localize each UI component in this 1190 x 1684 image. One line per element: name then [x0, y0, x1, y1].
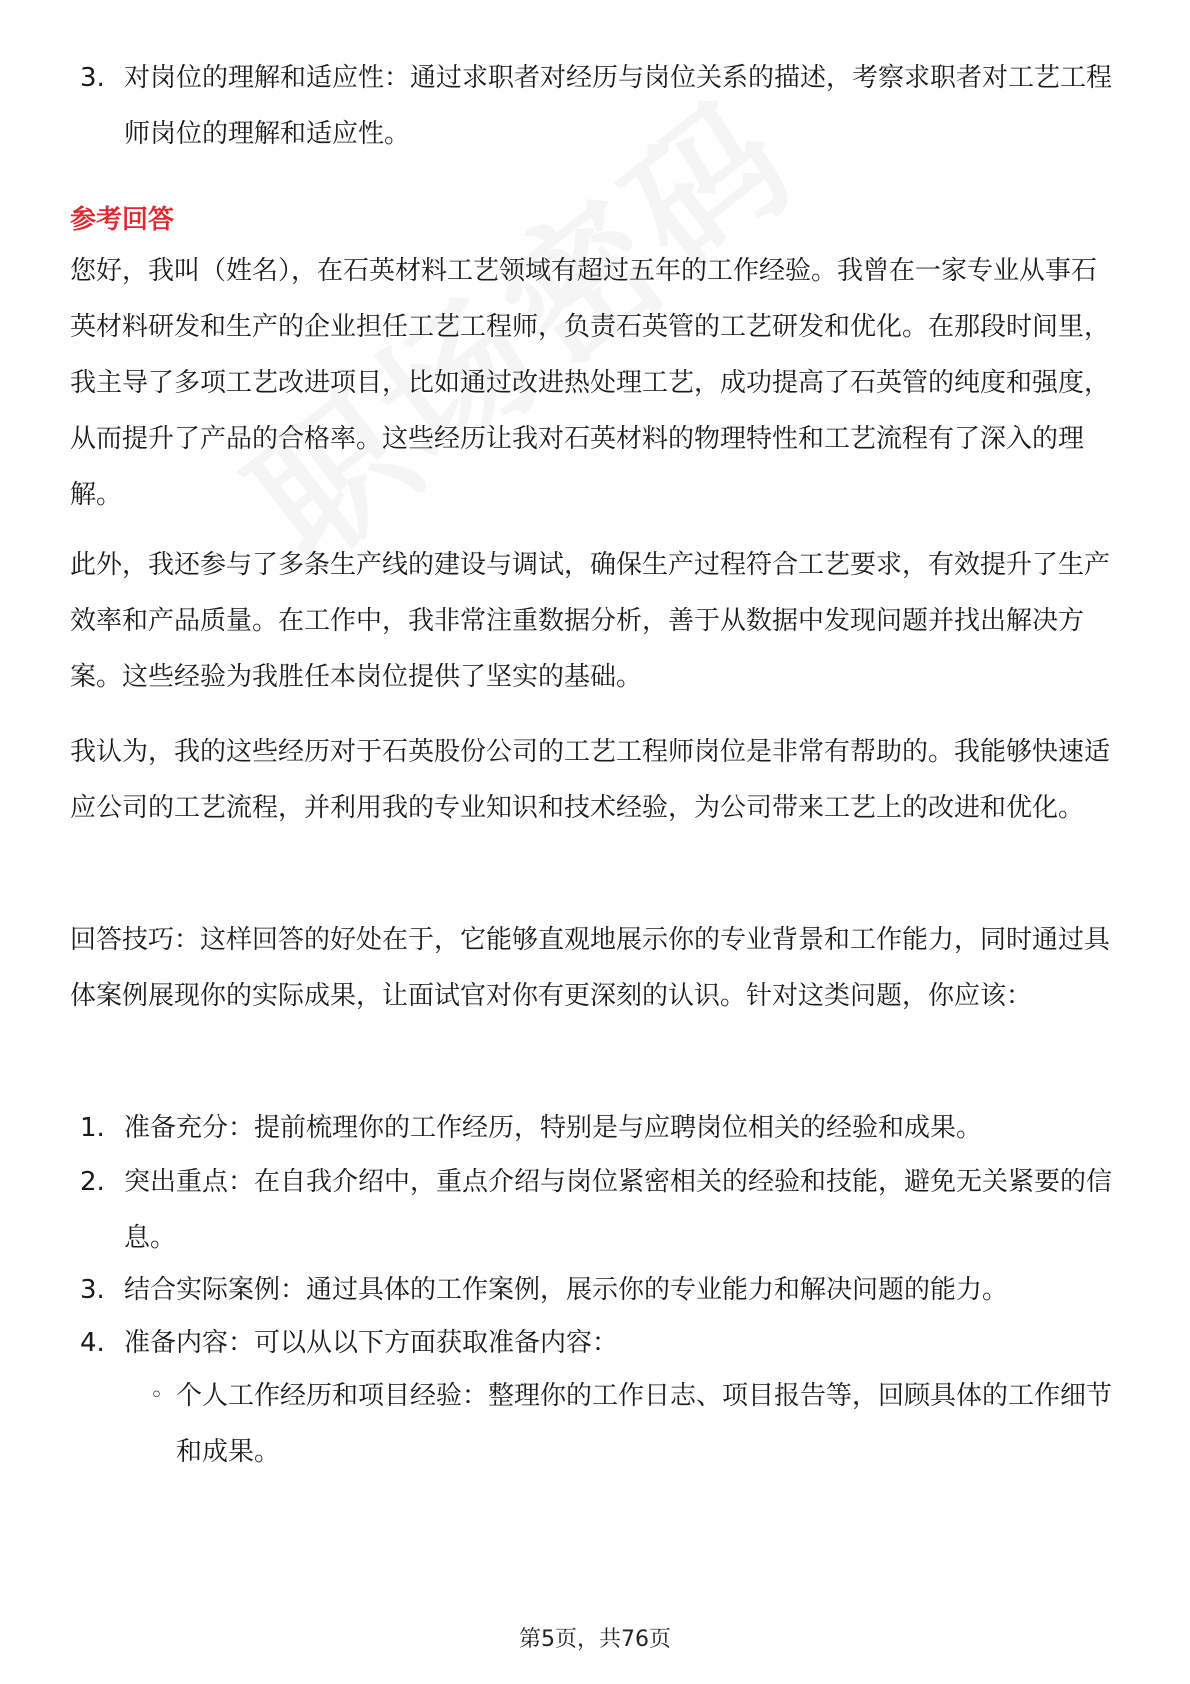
paragraph: 我认为，我的这些经历对于石英股份公司的工艺工程师岗位是非常有帮助的。我能够快速适应公司的工艺流程，并利用我的专业知识和技术经验，为公司带来工艺上的改进和优化。 [70, 737, 1111, 823]
section-heading: 参考回答 [70, 205, 175, 235]
paragraph: 您好，我叫（姓名），在石英材料工艺领域有超过五年的工作经验。我曾在一家专业从事石英材料研发和生产的企业担任工艺工程师，负责石英管的工艺研发和优化。在那段时间里，我主导了多项工艺改进项目，比如通过改进热处理工艺，成功提高了石英管的纯度和强度，从而提升了产品的合格率。这些经历让我对石英材料的物理特性和工艺流程有了深入的理解。 [70, 256, 1111, 510]
list-number: 3. [80, 1275, 105, 1305]
list-number: 2. [80, 1167, 105, 1197]
list-number: 1. [80, 1113, 105, 1143]
sub-bullet-icon: ◦ [150, 1383, 163, 1408]
list-item-text: 突出重点：在自我介绍中，重点介绍与岗位紧密相关的经验和技能，避免无关紧要的信息。 [124, 1167, 1113, 1253]
list-item-text: 结合实际案例：通过具体的工作案例，展示你的专业能力和解决问题的能力。 [124, 1275, 1009, 1305]
paragraph: 回答技巧：这样回答的好处在于，它能够直观地展示你的专业背景和工作能力，同时通过具体案例展现你的实际成果，让面试官对你有更深刻的认识。针对这类问题，你应该： [70, 925, 1111, 1011]
sub-list-item-text: 个人工作经历和项目经验：整理你的工作日志、项目报告等，回顾具体的工作细节和成果。 [176, 1381, 1113, 1467]
page-number: 第5页，共76页 [519, 1627, 671, 1652]
list-item-text: 准备充分：提前梳理你的工作经历，特别是与应聘岗位相关的经验和成果。 [124, 1113, 983, 1143]
list-item-text: 对岗位的理解和适应性：通过求职者对经历与岗位关系的描述，考察求职者对工艺工程师岗位的理解和适应性。 [124, 63, 1113, 149]
list-number: 3. [80, 63, 105, 93]
paragraph: 此外，我还参与了多条生产线的建设与调试，确保生产过程符合工艺要求，有效提升了生产效率和产品质量。在工作中，我非常注重数据分析，善于从数据中发现问题并找出解决方案。这些经验为我胜任本岗位提供了坚实的基础。 [70, 550, 1111, 692]
list-item-text: 准备内容：可以从以下方面获取准备内容： [124, 1328, 619, 1358]
list-number: 4. [80, 1328, 105, 1358]
